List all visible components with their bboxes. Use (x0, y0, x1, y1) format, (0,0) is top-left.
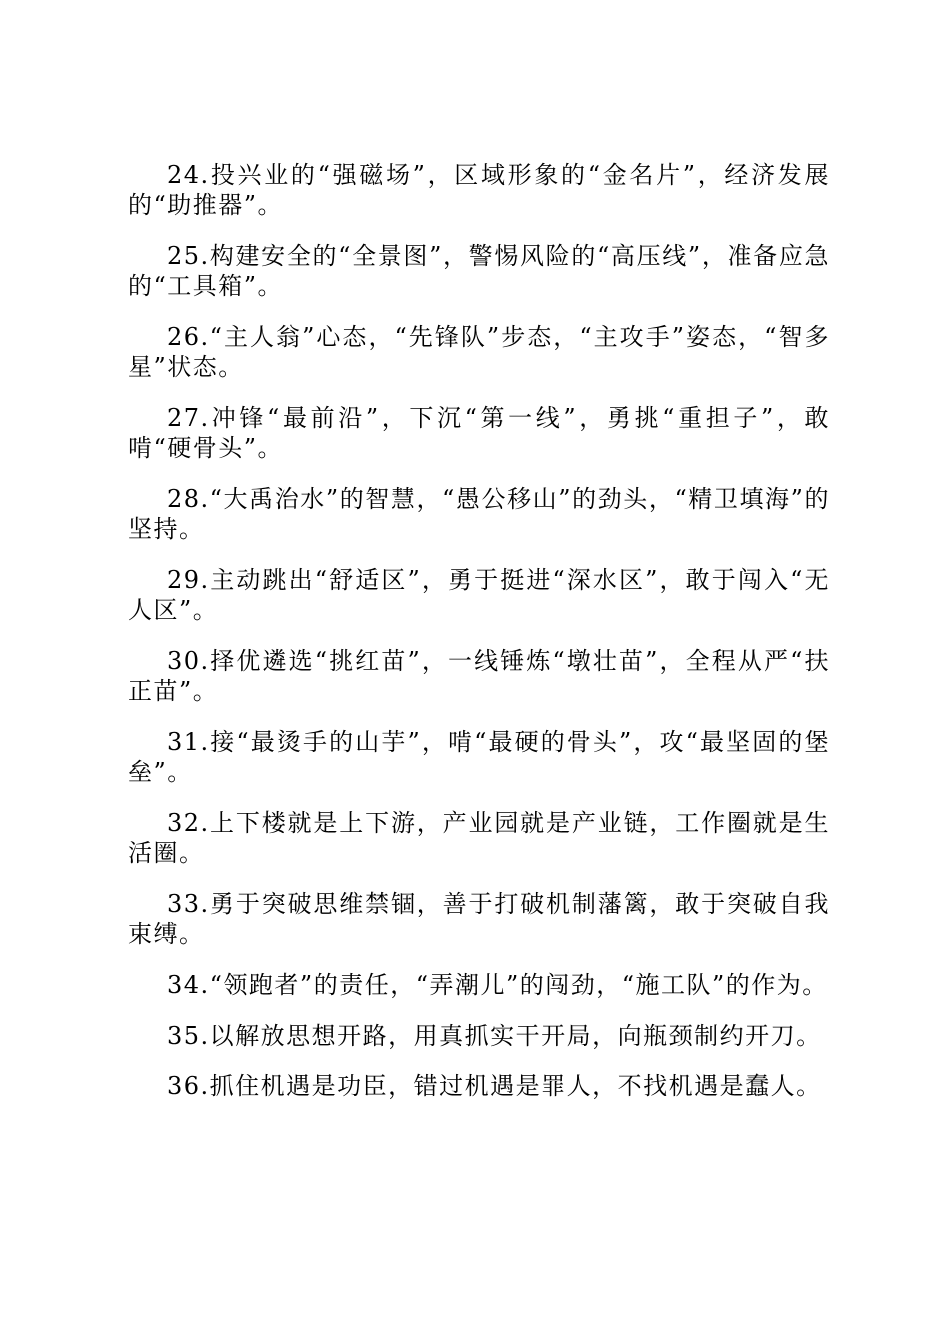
list-item-27: 27.冲锋“最前沿”，下沉“第一线”，勇挑“重担子”，敢啃“硬骨头”。 (128, 404, 830, 462)
document-body (128, 160, 830, 1121)
list-item-29: 29.主动跳出“舒适区”，勇于挺进“深水区”，敢于闯入“无人区”。 (128, 566, 830, 624)
list-item-25: 25.构建安全的“全景图”，警惕风险的“高压线”，准备应急的“工具箱”。 (128, 242, 830, 300)
list-item-26: 26.“主人翁”心态，“先锋队”步态，“主攻手”姿态，“智多星”状态。 (128, 323, 830, 381)
list-item-33: 33.勇于突破思维禁锢，善于打破机制藩篱，敢于突破自我束缚。 (128, 890, 830, 948)
list-item-31: 31.接“最烫手的山芋”，啃“最硬的骨头”，攻“最坚固的堡垒”。 (128, 728, 830, 786)
list-item-35: 35.以解放思想开路，用真抓实干开局，向瓶颈制约开刀。 (167, 1022, 822, 1050)
list-item-30: 30.择优遴选“挑红苗”，一线锤炼“墩壮苗”，全程从严“扶正苗”。 (128, 647, 830, 705)
list-item-36: 36.抓住机遇是功臣，错过机遇是罪人，不找机遇是蠢人。 (167, 1072, 822, 1100)
list-item-24: 24.投兴业的“强磁场”，区域形象的“金名片”，经济发展的“助推器”。 (128, 161, 830, 219)
list-item-34: 34.“领跑者”的责任，“弄潮儿”的闯劲，“施工队”的作为。 (167, 971, 828, 999)
list-item-32: 32.上下楼就是上下游，产业园就是产业链，工作圈就是生活圈。 (128, 809, 830, 867)
list-item-28: 28.“大禹治水”的智慧，“愚公移山”的劲头，“精卫填海”的坚持。 (128, 485, 830, 543)
